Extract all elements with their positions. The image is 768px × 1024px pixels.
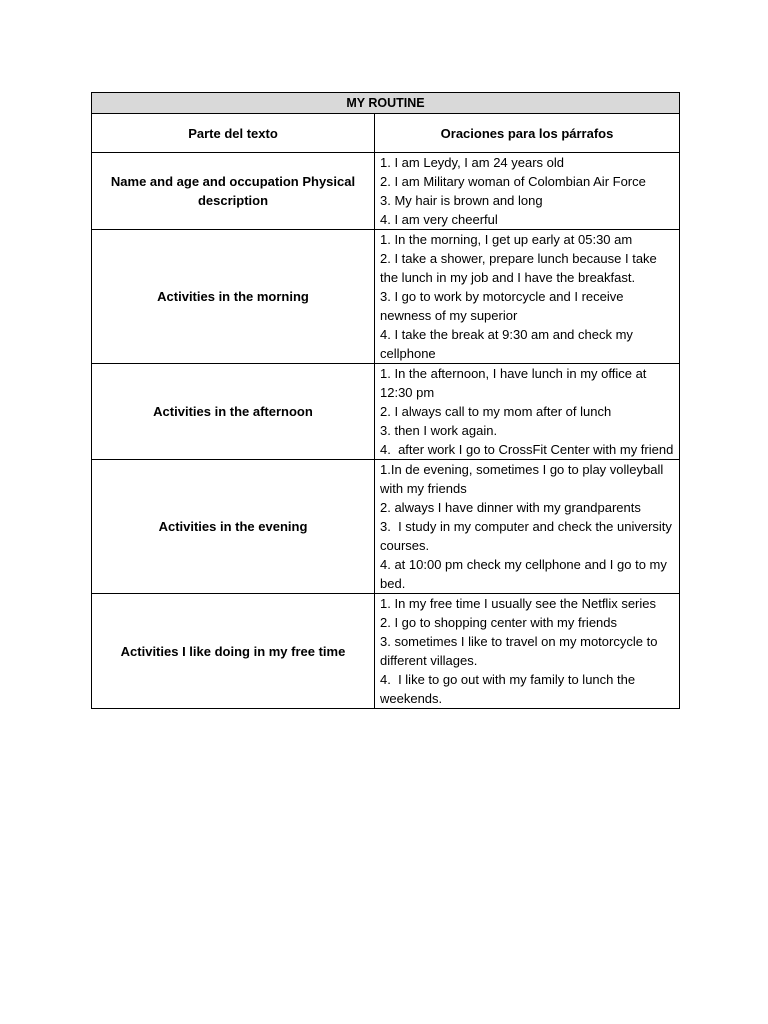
table-title: MY ROUTINE	[92, 93, 680, 114]
sentence-item: 2. I always call to my mom after of lunch	[380, 404, 612, 419]
sentence-item: 1.In de evening, sometimes I go to play volleyball with my friends	[380, 462, 667, 496]
sentence-item: 3. My hair is brown and long	[380, 193, 543, 208]
table-row	[92, 230, 680, 364]
column-header-part: Parte del texto	[92, 114, 375, 153]
sentence-item: 1. In the afternoon, I have lunch in my office at 12:30 pm	[380, 366, 651, 400]
sentence-item: 4. at 10:00 pm check my cellphone and I go to my bed.	[380, 557, 671, 591]
row-label: Activities I like doing in my free time	[92, 594, 375, 709]
row-sentences	[375, 230, 680, 364]
row-label: Activities in the evening	[92, 460, 375, 594]
sentence-item: 4. after work I go to CrossFit Center with my friend	[380, 442, 674, 457]
sentence-item: 3. sometimes I like to travel on my motorcycle to different villages.	[380, 634, 662, 668]
sentence-item: 1. I am Leydy, I am 24 years old	[380, 155, 565, 170]
sentence-item: 3. I go to work by motorcycle and I receive newness of my superior	[380, 289, 628, 323]
column-header-sentences: Oraciones para los párrafos	[375, 114, 680, 153]
sentence-item: 4. I take the break at 9:30 am and check my cellphone	[380, 327, 637, 361]
sentence-item: 2. I go to shopping center with my friends	[380, 615, 618, 630]
sentence-item: 3. I study in my computer and check the university courses.	[380, 519, 676, 553]
table-row	[92, 594, 680, 709]
row-label: Activities in the afternoon	[92, 364, 375, 460]
sentence-item: 2. I am Military woman of Colombian Air Force	[380, 174, 646, 189]
sentence-item: 3. then I work again.	[380, 423, 498, 438]
row-sentences	[375, 460, 680, 594]
header-row	[92, 114, 680, 153]
sentence-item: 2. I take a shower, prepare lunch because I take the lunch in my job and I have the breakfast.	[380, 251, 661, 285]
table-row	[92, 153, 680, 230]
table-row	[92, 460, 680, 594]
title-row	[92, 93, 680, 114]
sentence-item: 4. I like to go out with my family to lunch the weekends.	[380, 672, 639, 706]
row-sentences	[375, 594, 680, 709]
sentence-item: 4. I am very cheerful	[380, 212, 498, 227]
sentence-item: 2. always I have dinner with my grandparents	[380, 500, 641, 515]
row-sentences	[375, 364, 680, 460]
sentence-item: 1. In my free time I usually see the Netflix series	[380, 596, 656, 611]
routine-table	[91, 92, 680, 709]
row-sentences	[375, 153, 680, 230]
row-label: Activities in the morning	[92, 230, 375, 364]
sentence-item: 1. In the morning, I get up early at 05:30 am	[380, 232, 633, 247]
row-label: Name and age and occupation Physical description	[92, 153, 375, 230]
table-row	[92, 364, 680, 460]
